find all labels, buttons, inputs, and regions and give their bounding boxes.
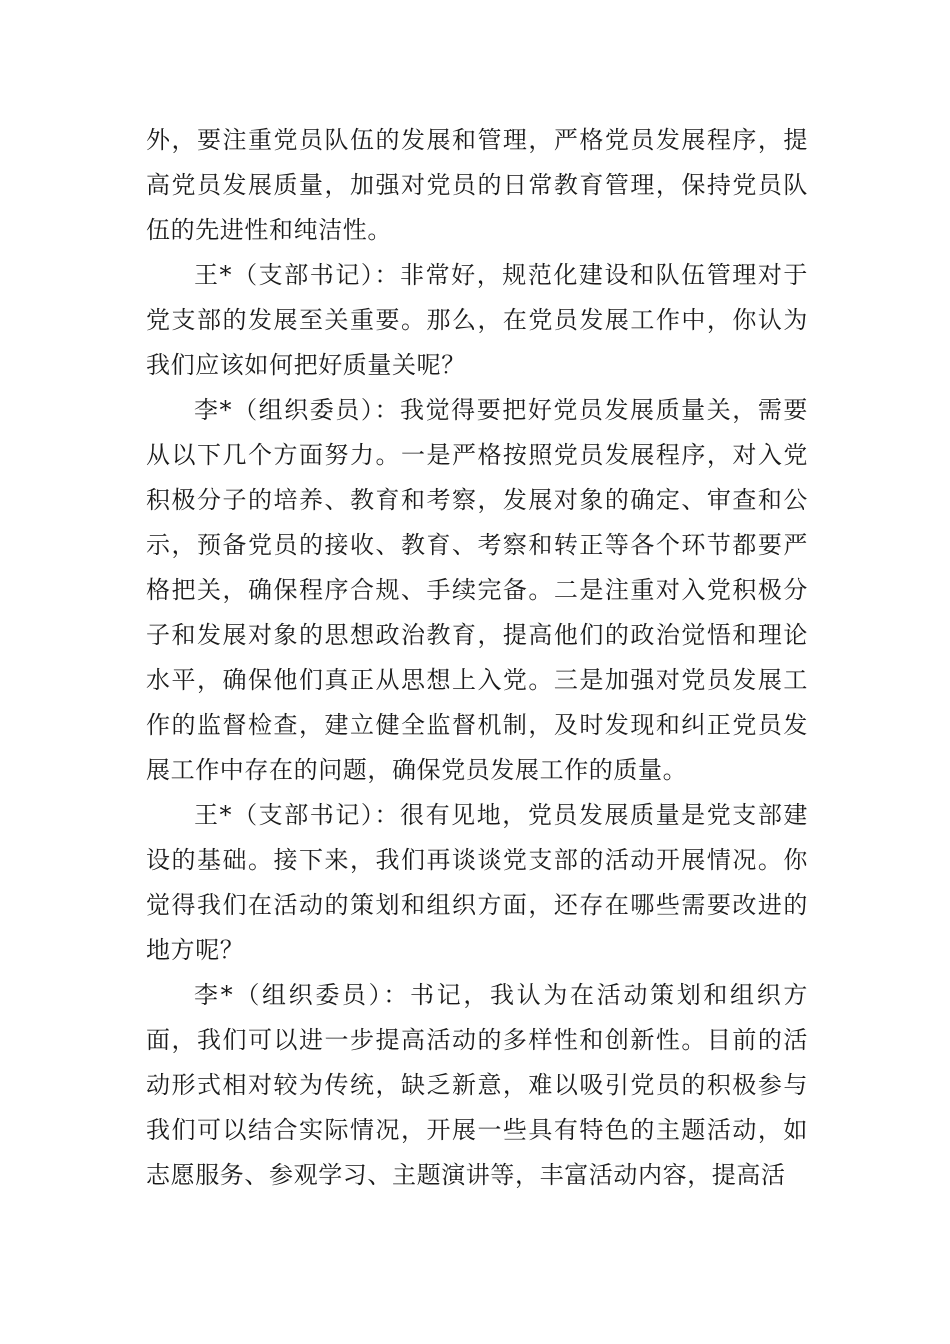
paragraph-secretary-1 [146, 253, 808, 388]
paragraph-text: 非常好，规范化建设和队伍管理对于党支部的发展至关重要。那么，在党员发展工作中，你认为我们应该如何把好质量关呢？ [146, 261, 808, 379]
paragraph-committee-2 [146, 973, 808, 1198]
speaker-label: 李*（组织委员）： [194, 396, 401, 424]
paragraph-text: 书记，我认为在活动策划和组织方面，我们可以进一步提高活动的多样性和创新性。目前的活动形式相对较为传统，缺乏新意，难以吸引党员的积极参与我们可以结合实际情况，开展一些具有特色的主题活动，如志愿服务、参观学习、主题演讲等，丰富活动内容，提高活 [146, 981, 809, 1189]
paragraph-text: 外，要注重党员队伍的发展和管理，严格党员发展程序，提高党员发展质量，加强对党员的日常教育管理，保持党员队伍的先进性和纯洁性。 [146, 126, 808, 244]
paragraph-committee-1 [146, 388, 808, 793]
document-body [146, 118, 808, 1198]
paragraph-continuation [146, 118, 808, 253]
speaker-label: 李*（组织委员）： [194, 981, 411, 1009]
speaker-label: 王*（支部书记）： [194, 261, 401, 289]
paragraph-text: 我觉得要把好党员发展质量关，需要从以下几个方面努力。一是严格按照党员发展程序，对入党积极分子的培养、教育和考察，发展对象的确定、审查和公示，预备党员的接收、教育、考察和转正等各个环节都要严格把关，确保程序合规、手续完备。二是注重对入党积极分子和发展对象的思想政治教育，提高他们的政治觉悟和理论水平，确保他们真正从思想上入党。三是加强对党员发展工作的监督检查，建立健全监督机制，及时发现和纠正党员发展工作中存在的问题，确保党员发展工作的质量。 [146, 396, 808, 784]
paragraph-text: 很有见地，党员发展质量是党支部建设的基础。接下来，我们再谈谈党支部的活动开展情况。你觉得我们在活动的策划和组织方面，还存在哪些需要改进的地方呢？ [146, 801, 808, 964]
paragraph-secretary-2 [146, 793, 808, 973]
speaker-label: 王*（支部书记）： [194, 801, 401, 829]
